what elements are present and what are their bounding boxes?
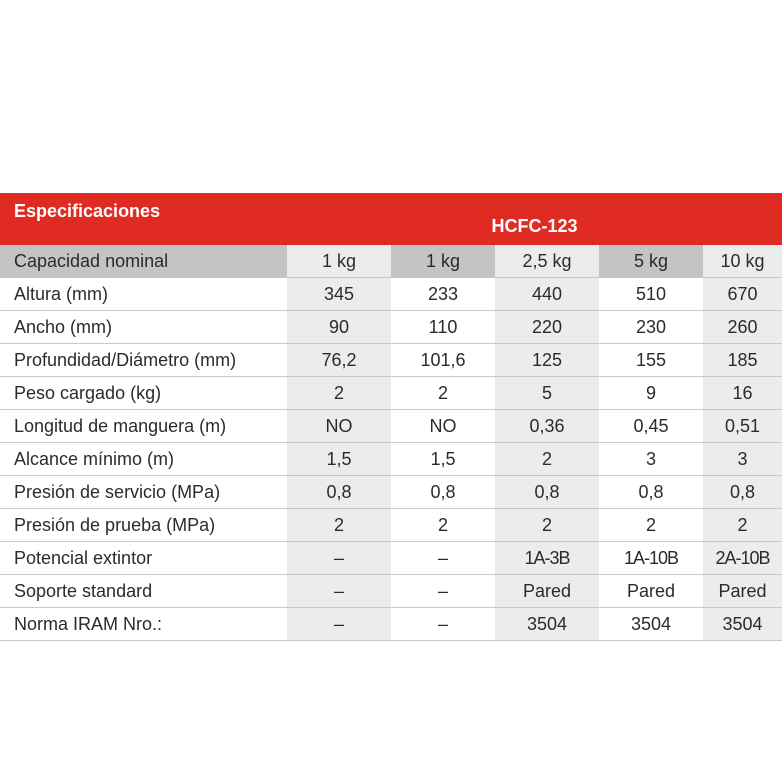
table-cell: 230	[599, 311, 703, 344]
table-cell: 110	[391, 311, 495, 344]
table-cell: 2	[391, 377, 495, 410]
row-label: Norma IRAM Nro.:	[0, 608, 287, 641]
table-row	[0, 542, 782, 575]
table-cell: 16	[703, 377, 782, 410]
table-cell: 2	[495, 443, 599, 476]
table-cell: 76,2	[287, 344, 391, 377]
table-cell: 9	[599, 377, 703, 410]
table-cell: NO	[287, 410, 391, 443]
table-cell: 185	[703, 344, 782, 377]
table-row	[0, 476, 782, 509]
capacity-cell: 5 kg	[599, 245, 703, 278]
table-cell: 1A-3B	[495, 542, 599, 575]
table-cell: 345	[287, 278, 391, 311]
table-header	[0, 193, 782, 245]
row-label: Presión de prueba (MPa)	[0, 509, 287, 542]
table-cell: –	[287, 608, 391, 641]
table-row	[0, 575, 782, 608]
table-cell: 3504	[495, 608, 599, 641]
table-cell: 90	[287, 311, 391, 344]
table-cell: 0,8	[391, 476, 495, 509]
table-cell: 3504	[599, 608, 703, 641]
row-label: Capacidad nominal	[0, 245, 287, 278]
table-cell: 0,51	[703, 410, 782, 443]
capacity-cell: 2,5 kg	[495, 245, 599, 278]
table-row	[0, 278, 782, 311]
table-cell: 2	[703, 509, 782, 542]
table-cell: 0,36	[495, 410, 599, 443]
row-label: Altura (mm)	[0, 278, 287, 311]
table-cell: –	[391, 608, 495, 641]
table-cell: 5	[495, 377, 599, 410]
capacity-cell: 10 kg	[703, 245, 782, 278]
table-cell: Pared	[599, 575, 703, 608]
table-row	[0, 377, 782, 410]
row-label: Peso cargado (kg)	[0, 377, 287, 410]
table-cell: 155	[599, 344, 703, 377]
table-cell: 1,5	[287, 443, 391, 476]
table-row	[0, 509, 782, 542]
table-cell: 670	[703, 278, 782, 311]
table-cell: 0,8	[495, 476, 599, 509]
table-row	[0, 311, 782, 344]
product-name: HCFC-123	[287, 193, 782, 245]
table-cell: 2	[495, 509, 599, 542]
table-cell: –	[391, 575, 495, 608]
table-row	[0, 344, 782, 377]
table-row	[0, 608, 782, 641]
table-cell: 2	[599, 509, 703, 542]
table-cell: –	[287, 542, 391, 575]
row-label: Longitud de manguera (m)	[0, 410, 287, 443]
row-label: Ancho (mm)	[0, 311, 287, 344]
table-cell: –	[391, 542, 495, 575]
specifications-table	[0, 193, 782, 641]
table-cell: 3504	[703, 608, 782, 641]
capacity-cell: 1 kg	[391, 245, 495, 278]
table-cell: 3	[599, 443, 703, 476]
table-row	[0, 410, 782, 443]
row-label: Alcance mínimo (m)	[0, 443, 287, 476]
table-cell: 2	[287, 377, 391, 410]
table-cell: 1,5	[391, 443, 495, 476]
table-cell: 0,45	[599, 410, 703, 443]
table-cell: 2A-10B	[703, 542, 782, 575]
row-label: Potencial extintor	[0, 542, 287, 575]
table-cell: 260	[703, 311, 782, 344]
table-cell: 2	[391, 509, 495, 542]
table-cell: 0,8	[599, 476, 703, 509]
table-cell: –	[287, 575, 391, 608]
row-label: Presión de servicio (MPa)	[0, 476, 287, 509]
table-cell: 440	[495, 278, 599, 311]
row-label: Profundidad/Diámetro (mm)	[0, 344, 287, 377]
capacity-cell: 1 kg	[287, 245, 391, 278]
table-cell: 101,6	[391, 344, 495, 377]
table-cell: Pared	[495, 575, 599, 608]
table-cell: 0,8	[287, 476, 391, 509]
header-label: Especificaciones	[0, 193, 287, 245]
table-cell: 1A-10B	[599, 542, 703, 575]
table-cell: 2	[287, 509, 391, 542]
table-cell: 233	[391, 278, 495, 311]
table-cell: NO	[391, 410, 495, 443]
table-cell: 3	[703, 443, 782, 476]
capacity-row	[0, 245, 782, 278]
table-cell: 125	[495, 344, 599, 377]
table-cell: 220	[495, 311, 599, 344]
table-row	[0, 443, 782, 476]
table-cell: 0,8	[703, 476, 782, 509]
table-cell: 510	[599, 278, 703, 311]
row-label: Soporte standard	[0, 575, 287, 608]
table-cell: Pared	[703, 575, 782, 608]
